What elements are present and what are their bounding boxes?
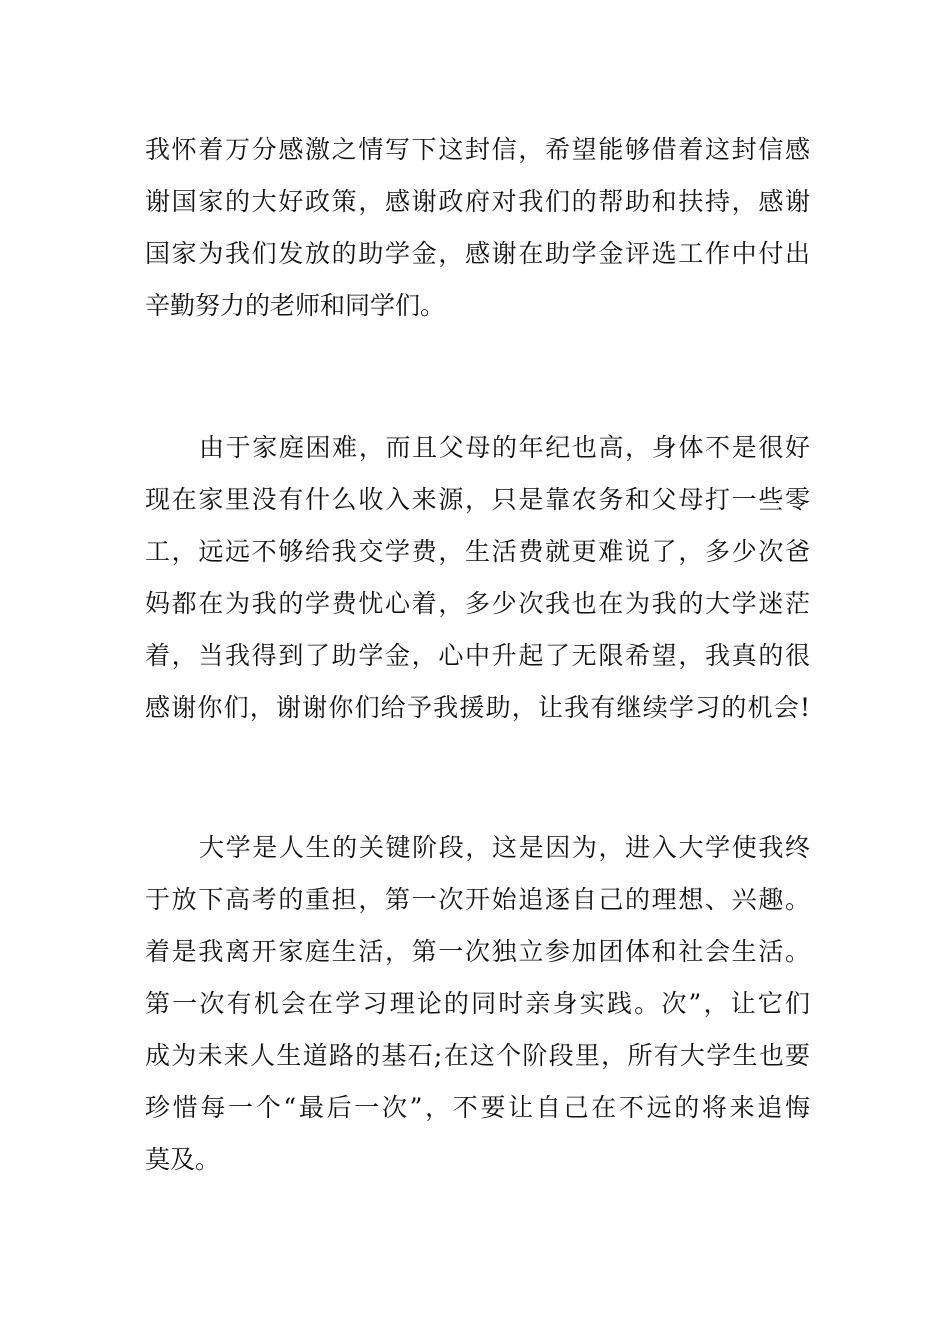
text-line: 现在家里没有什么收入来源，只是靠农务和父母打一些零 [145, 485, 810, 514]
text-line: 感谢你们，谢谢你们给予我援助，让我有继续学习的机会! [145, 693, 810, 722]
text-line: 我怀着万分感激之情写下这封信，希望能够借着这封信感 [145, 135, 810, 164]
text-line: 由于家庭困难，而且父母的年纪也高，身体不是很好 [199, 433, 810, 462]
text-line: 于放下高考的重担，第一次开始追逐自己的理想、兴趣。 [145, 885, 810, 914]
text-line: 莫及。 [145, 1145, 221, 1174]
paragraph-university [145, 822, 810, 1186]
text-line: 国家为我们发放的助学金，感谢在助学金评选工作中付出 [145, 239, 810, 268]
text-line: 谢国家的大好政策，感谢政府对我们的帮助和扶持，感谢 [145, 187, 810, 216]
text-line: 大学是人生的关键阶段，这是因为，进入大学使我终 [199, 833, 810, 862]
paragraph-family-situation [145, 422, 810, 734]
text-line: 着是我离开家庭生活，第一次独立参加团体和社会生活。 [145, 937, 810, 966]
paragraph-gratitude [145, 124, 810, 332]
text-line: 珍惜每一个“最后一次”，不要让自己在不远的将来追悔 [145, 1093, 810, 1122]
text-line: 成为未来人生道路的基石;在这个阶段里，所有大学生也要 [145, 1041, 810, 1070]
text-line: 妈都在为我的学费忧心着，多少次我也在为我的大学迷茫 [145, 589, 810, 618]
text-line: 着，当我得到了助学金，心中升起了无限希望，我真的很 [145, 641, 810, 670]
text-line: 辛勤努力的老师和同学们。 [145, 291, 446, 320]
text-line: 工，远远不够给我交学费，生活费就更难说了，多少次爸 [145, 537, 810, 566]
text-line: 第一次有机会在学习理论的同时亲身实践。次”，让它们 [145, 989, 810, 1018]
